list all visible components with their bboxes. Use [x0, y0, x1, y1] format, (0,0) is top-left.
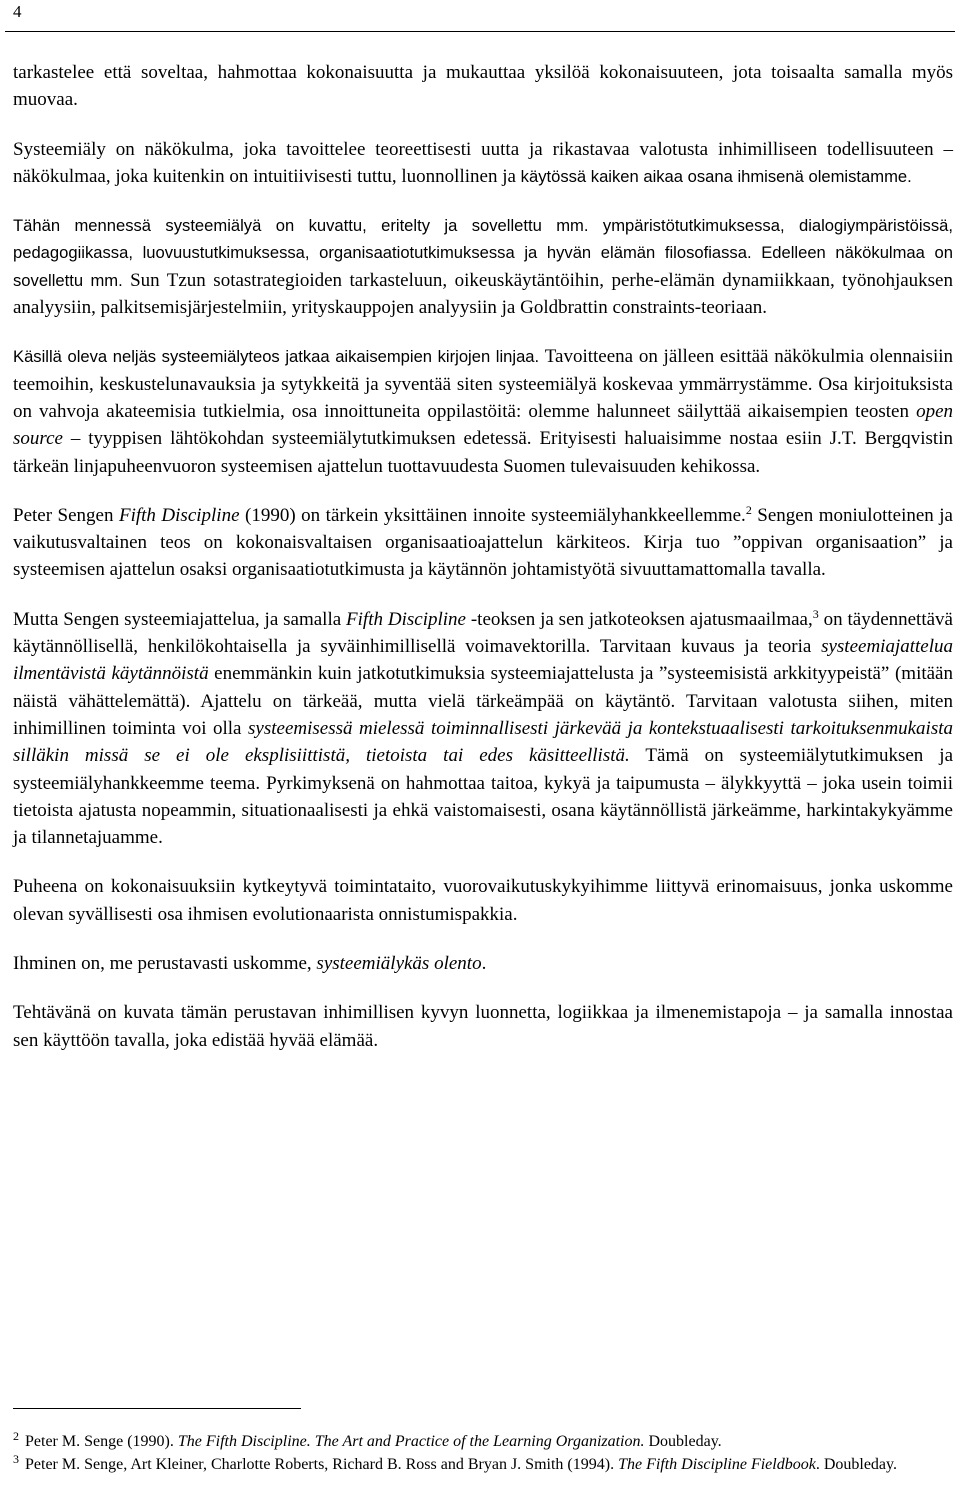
paragraph-9-text: Tehtävänä on kuvata tämän perustavan inhimillisen kyvyn luonnetta, logiikkaa ja ilmenemistapoja – ja samalla innostaa sen käyttöön tavalla, joka edistää hyvää elämää.: [13, 1002, 953, 1051]
footnote-ref-3[interactable]: 3: [812, 606, 819, 621]
paragraph-6-italic-g: systeemisessä mielessä toiminnallisesti järkevää ja kontekstuaalisesti tarkoituksenmukaista silläkin missä se ei ole eksplisiittistä, tietoista tai edes käsitteellistä.: [13, 717, 953, 767]
footnote-separator: [13, 1408, 301, 1409]
paragraph-1-text: tarkastelee että soveltaa, hahmottaa kokonaisuutta ja mukauttaa yksilöä kokonaisuuteen, jota toisaalta samalla myös muovaa.: [13, 62, 953, 111]
paragraph-7-text: Puheena on kokonaisuuksiin kytkeytyvä toimintataito, vuorovaikutuskykyihimme liittyvä erinomaisuus, jonka uskomme olevan syvällisesti osa ihmisen evolutionaarista onnistumispakkia.: [13, 876, 953, 925]
paragraph-6-text-d: on täydennettävä käytännöllisellä, henkilökohtaisella ja syväinhimillisellä voimavektorilla. Tarvitaan kuvaus ja teoria: [13, 608, 953, 658]
paragraph-8-text-c: .: [481, 953, 487, 975]
paragraph-4-text-e: – tyyppisen lähtökohdan systeemiälytutkimuksen edetessä. Erityisesti haluaisimme nostaa esiin J.T. Bergqvistin tärkeän linjapuheenvuoron systeemisen ajattelun tuottavuudesta Suomen tulevaisuuden kehikossa.: [13, 428, 953, 477]
paragraph-3-text-b: Sun Tzun sotastrategioiden tarkasteluun, oikeuskäytäntöihin, perhe-elämän dynamiikkaan, työnohjauksen analyysiin, palkitsemisjärjestelmiin, yrityskauppojen analyysiin ja Goldbrattin constraints-teoriaan.: [13, 269, 953, 319]
paragraph-6: [13, 606, 953, 852]
paragraph-8: [13, 950, 953, 977]
paragraph-6-text-a: Mutta Sengen systeemiajattelua, ja samalla: [13, 608, 347, 630]
paragraph-5-text-c: (1990) on tärkein yksittäinen innoite systeemiälyhankkeellemme.: [239, 504, 746, 526]
paragraph-3-text-a: Tähän mennessä systeemiälyä on kuvattu, eritelty ja sovellettu mm. ympäristötutkimuksessa, dialogiympäristöissä, pedagogiikassa, luovuustutkimuksessa, organisaatiotutkimuksessa ja hyvän elämän filosofiassa. Edelleen näkökulmaa on sovellettu mm.: [13, 216, 953, 290]
footnotes: [13, 1430, 953, 1476]
paragraph-6-italic-e: systeemiajattelua ilmentävistä käytännöistä: [13, 636, 953, 685]
page-number: 4: [13, 2, 22, 21]
paragraph-1: [13, 59, 953, 114]
footnote-3-text-c: . Doubleday.: [815, 1456, 897, 1473]
paragraph-8-italic: systeemiälykäs olento: [316, 953, 482, 975]
footnote-2-text-a: Peter M. Senge (1990).: [25, 1433, 178, 1450]
paragraph-7: [13, 873, 953, 928]
footnote-3-title: The Fifth Discipline Fieldbook: [618, 1456, 816, 1473]
paragraph-4-text-b: Tavoitteena on jälleen esittää näkökulmia olennaisiin teemoihin, keskustelunavauksia ja sytykkeitä ja syventää siten systeemiälyä koskevaa ymmärrystämme.: [13, 346, 954, 395]
paragraph-3: [13, 212, 953, 321]
paragraph-5-text-a: Peter Sengen: [13, 504, 119, 526]
footnote-ref-2[interactable]: 2: [745, 502, 752, 517]
paragraph-2-text-b: käytössä kaiken aikaa osana ihmisenä olemistamme.: [520, 166, 912, 186]
paragraph-6-text-c: -teoksen ja sen jatkoteoksen ajatusmaailmaa,: [465, 608, 813, 630]
footnote-3: [13, 1453, 953, 1476]
footnote-2-title: The Fifth Discipline. The Art and Practice of the Learning Organization.: [177, 1433, 645, 1450]
paragraph-4: [13, 343, 953, 479]
footnote-3-text-a: Peter M. Senge, Art Kleiner, Charlotte Roberts, Richard B. Ross and Bryan J. Smith (1994).: [25, 1456, 619, 1473]
header-rule: [5, 31, 955, 32]
paragraph-9: [13, 999, 953, 1054]
paragraph-5: [13, 502, 953, 584]
paragraph-2-text-a: Systeemiäly on näkökulma, joka tavoittelee teoreettisesti uutta ja rikastavaa valotusta inhimilliseen todellisuuteen – näkökulmaa, joka kuitenkin on intuitiivisesti tuttu, luonnollinen ja: [13, 138, 953, 187]
paragraph-4-text-a: Käsillä oleva neljäs systeemiälyteos jatkaa aikaisempien kirjojen linjaa.: [13, 347, 545, 367]
footnote-3-number: 3: [13, 1452, 19, 1466]
paragraph-6-text-h: Tämä on systeemiälytutkimuksen ja systeemiälyhankkeemme teema. Pyrkimyksenä on hahmottaa taitoa, kykyä ja taipumusta – älykkyyttä – joka usein toimii tietoista ajatusta nopeammin, situationaalisesti ja ehkä vaistomaisesti, osana käytännöllistä järkeämme, harkintakykyämme ja tilannetajuamme.: [13, 745, 953, 849]
paragraph-4-open-source: open source: [13, 400, 953, 450]
paragraph-4-text-c: Osa kirjoituksista on vahvoja akateemisia tutkielmia, osa innoittuneita oppilastöitä: olemme halunneet säilyttää aikaisempien teosten: [13, 373, 953, 422]
paragraph-5-book-title: Fifth Discipline: [118, 504, 240, 526]
paragraph-2: [13, 136, 953, 191]
footnote-2-text-c: Doubleday.: [644, 1433, 722, 1450]
paragraph-8-text-a: Ihminen on, me perustavasti uskomme,: [13, 953, 317, 975]
footnote-2: [13, 1430, 953, 1453]
paragraph-6-text-f: enemmänkin kuin jatkotutkimuksia systeemiajattelusta ja ”systeemisistä arkkityypeistä” (mitään näistä vähättelemättä). Ajattelu on tärkeää, mutta vielä tärkeämpää on käytäntö. Tarvitaan valotusta siihen, miten inhimillinen toiminta voi olla: [13, 663, 953, 739]
footnote-2-number: 2: [13, 1429, 19, 1443]
paragraph-6-book-title: Fifth Discipline: [346, 608, 466, 630]
document-body: [13, 59, 953, 1076]
paragraph-5-text-d: Sengen moniulotteinen ja vaikutusvaltainen teos on kokonaisvaltaisen organisaatioajattelun kärkiteos. Kirja tuo ”oppivan organisaation” ja systeemisen ajattelun osaksi organisaatiotutkimusta ja käytännön johtamistyötä sivuuttamattomalla tavalla.: [13, 504, 953, 581]
